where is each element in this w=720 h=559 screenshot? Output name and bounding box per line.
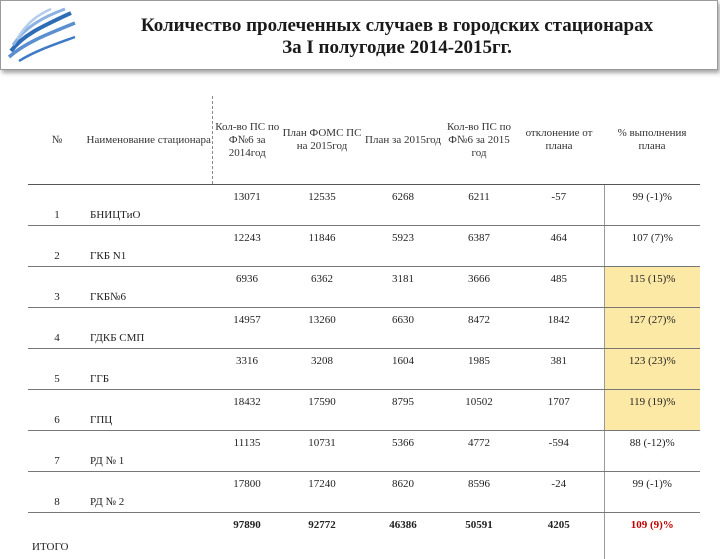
hospital-name: ГГБ — [86, 349, 212, 390]
foms-plan-2015: 6362 — [282, 267, 362, 308]
table-row — [28, 431, 700, 472]
slide-header — [0, 0, 718, 70]
cases-2015: 4772 — [444, 431, 514, 472]
cases-2015: 6211 — [444, 185, 514, 226]
cases-2014: 12243 — [212, 226, 282, 267]
cases-2014: 6936 — [212, 267, 282, 308]
cases-2015: 3666 — [444, 267, 514, 308]
cases-2015: 10502 — [444, 390, 514, 431]
total-deviation: 4205 — [514, 513, 604, 559]
page-title — [81, 15, 713, 59]
cases-2014: 13071 — [212, 185, 282, 226]
header-cases-2015: Кол-во ПС по Ф№6 за 2015 год — [444, 96, 514, 185]
deviation: -594 — [514, 431, 604, 472]
cases-2015: 1985 — [444, 349, 514, 390]
deviation: -57 — [514, 185, 604, 226]
plan-2015: 1604 — [362, 349, 444, 390]
plan-percent: 123 (23)% — [604, 349, 700, 390]
cases-2014: 14957 — [212, 308, 282, 349]
cases-2014: 18432 — [212, 390, 282, 431]
deviation: 485 — [514, 267, 604, 308]
plan-percent: 99 (-1)% — [604, 185, 700, 226]
hospital-name: БНИЦТиО — [86, 185, 212, 226]
header-cases-2014: Кол-во ПС по Ф№6 за 2014год — [212, 96, 282, 185]
plan-2015: 8795 — [362, 390, 444, 431]
total-cases-2014: 97890 — [212, 513, 282, 559]
plan-percent: 107 (7)% — [604, 226, 700, 267]
plan-percent: 99 (-1)% — [604, 472, 700, 513]
hospital-name: ГКБ N1 — [86, 226, 212, 267]
plan-2015: 5366 — [362, 431, 444, 472]
cases-table — [28, 96, 700, 559]
row-number: 3 — [28, 267, 86, 308]
cases-2014: 11135 — [212, 431, 282, 472]
deviation: 1842 — [514, 308, 604, 349]
table-row — [28, 308, 700, 349]
table-row — [28, 226, 700, 267]
hospital-name: ГДКБ СМП — [86, 308, 212, 349]
plan-percent: 88 (-12)% — [604, 431, 700, 472]
total-plan-2015: 46386 — [362, 513, 444, 559]
table-row — [28, 267, 700, 308]
total-foms-plan-2015: 92772 — [282, 513, 362, 559]
cases-2015: 8472 — [444, 308, 514, 349]
hospital-name: РД № 2 — [86, 472, 212, 513]
cases-2014: 3316 — [212, 349, 282, 390]
deviation: 1707 — [514, 390, 604, 431]
hospital-name: ГКБ№6 — [86, 267, 212, 308]
table-row — [28, 349, 700, 390]
hospital-name: ГПЦ — [86, 390, 212, 431]
row-number: 6 — [28, 390, 86, 431]
total-row — [28, 513, 700, 559]
total-label: ИТОГО — [28, 513, 212, 559]
foms-plan-2015: 17590 — [282, 390, 362, 431]
foms-plan-2015: 17240 — [282, 472, 362, 513]
header-percent: % выполнения плана — [604, 96, 700, 185]
foms-plan-2015: 13260 — [282, 308, 362, 349]
total-cases-2015: 50591 — [444, 513, 514, 559]
header-number: № — [28, 96, 86, 185]
header-foms-plan-2015: План ФОМС ПС на 2015год — [282, 96, 362, 185]
cases-table-container — [28, 96, 700, 494]
plan-2015: 5923 — [362, 226, 444, 267]
table-row — [28, 472, 700, 513]
deviation: -24 — [514, 472, 604, 513]
plan-2015: 6630 — [362, 308, 444, 349]
deviation: 381 — [514, 349, 604, 390]
foms-plan-2015: 10731 — [282, 431, 362, 472]
table-header-row — [28, 96, 700, 185]
foms-plan-2015: 12535 — [282, 185, 362, 226]
plan-2015: 6268 — [362, 185, 444, 226]
title-line-2: За I полугодие 2014-2015гг. — [81, 37, 713, 59]
row-number: 7 — [28, 431, 86, 472]
cases-2015: 8596 — [444, 472, 514, 513]
table-row — [28, 185, 700, 226]
header-hospital-name: Наименование стационара — [86, 96, 212, 185]
hospital-name: РД № 1 — [86, 431, 212, 472]
foms-plan-2015: 3208 — [282, 349, 362, 390]
plan-2015: 8620 — [362, 472, 444, 513]
cases-2015: 6387 — [444, 226, 514, 267]
total-plan-percent: 109 (9)% — [604, 513, 700, 559]
table-row — [28, 390, 700, 431]
logo-icon — [5, 5, 79, 65]
foms-plan-2015: 11846 — [282, 226, 362, 267]
deviation: 464 — [514, 226, 604, 267]
plan-percent: 115 (15)% — [604, 267, 700, 308]
title-line-1: Количество пролеченных случаев в городских стационарах — [81, 15, 713, 37]
row-number: 2 — [28, 226, 86, 267]
row-number: 8 — [28, 472, 86, 513]
plan-2015: 3181 — [362, 267, 444, 308]
cases-2014: 17800 — [212, 472, 282, 513]
row-number: 1 — [28, 185, 86, 226]
header-deviation: отклонение от плана — [514, 96, 604, 185]
header-plan-2015: План за 2015год — [362, 96, 444, 185]
plan-percent: 119 (19)% — [604, 390, 700, 431]
row-number: 4 — [28, 308, 86, 349]
row-number: 5 — [28, 349, 86, 390]
plan-percent: 127 (27)% — [604, 308, 700, 349]
